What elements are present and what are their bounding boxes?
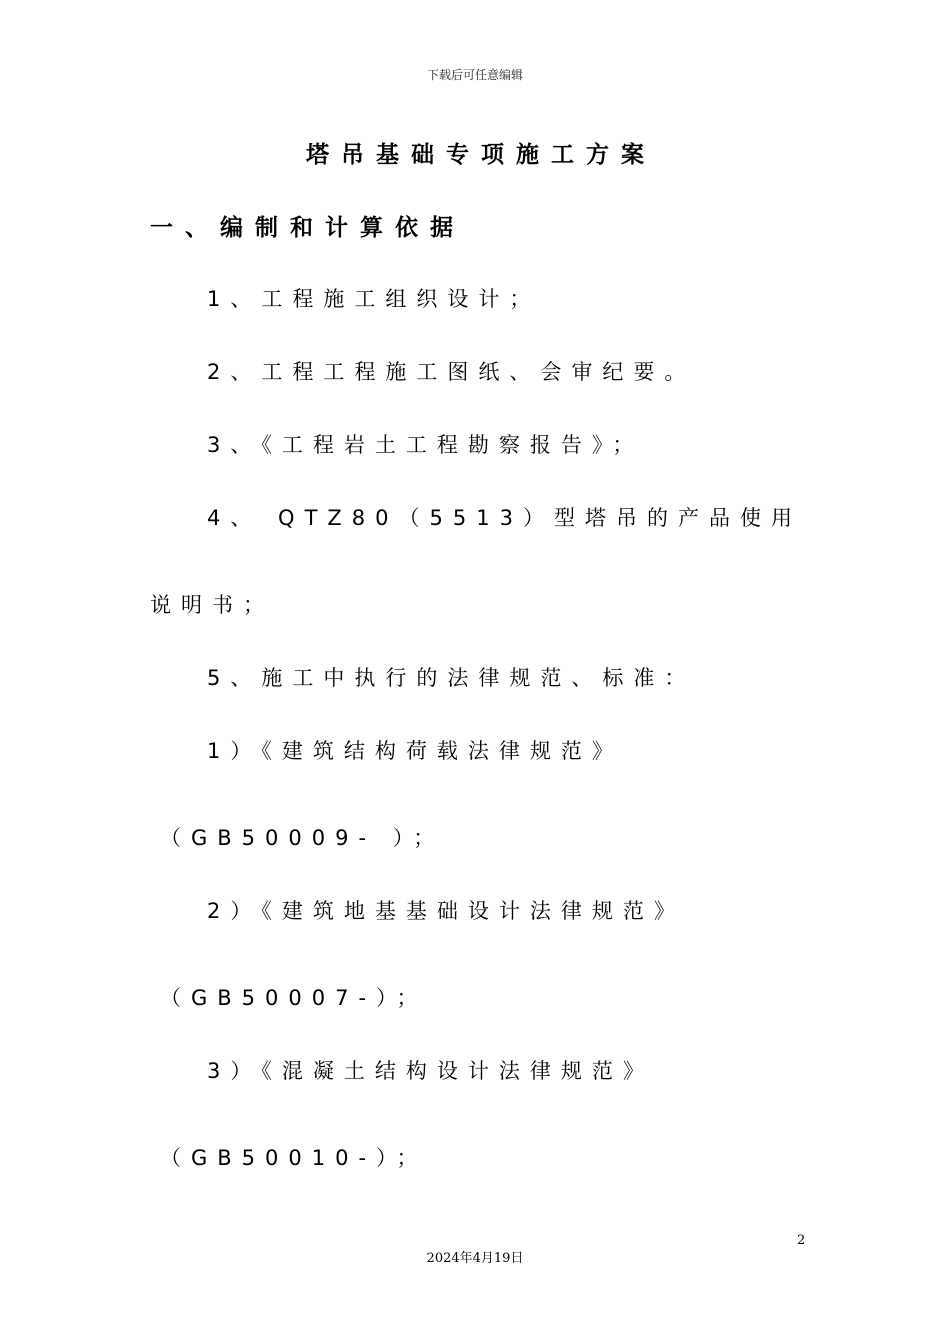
page-header-note: 下载后可任意编辑	[426, 68, 523, 82]
standard-item-2: 2）《建筑地基基础设计法律规范》	[207, 899, 685, 923]
basis-item-4-continued: 说明书；	[150, 593, 274, 617]
page-number: 2	[797, 1233, 806, 1248]
section-heading: 一、编制和计算依据	[150, 215, 465, 241]
standard-item-2-code: （GB50007-）；	[160, 986, 428, 1010]
basis-item-4: 4、 QTZ80（5513）型塔吊的产品使用	[207, 506, 802, 530]
basis-item-1: 1、工程施工组织设计；	[207, 287, 541, 311]
standard-item-1: 1）《建筑结构荷载法律规范》	[207, 739, 623, 763]
standard-item-3-code: （GB50010-）；	[160, 1146, 428, 1170]
basis-item-5: 5、施工中执行的法律规范、标准：	[207, 666, 696, 690]
footer-date: 2024年4月19日	[426, 1251, 524, 1266]
standard-item-3: 3）《混凝土结构设计法律规范》	[207, 1059, 654, 1083]
standard-item-1-code: （GB50009- ）；	[160, 826, 445, 850]
basis-item-2: 2、工程工程施工图纸、会审纪要。	[207, 360, 696, 384]
document-title: 塔吊基础专项施工方案	[306, 142, 656, 168]
basis-item-3: 3、《工程岩土工程勘察报告》；	[207, 433, 644, 457]
